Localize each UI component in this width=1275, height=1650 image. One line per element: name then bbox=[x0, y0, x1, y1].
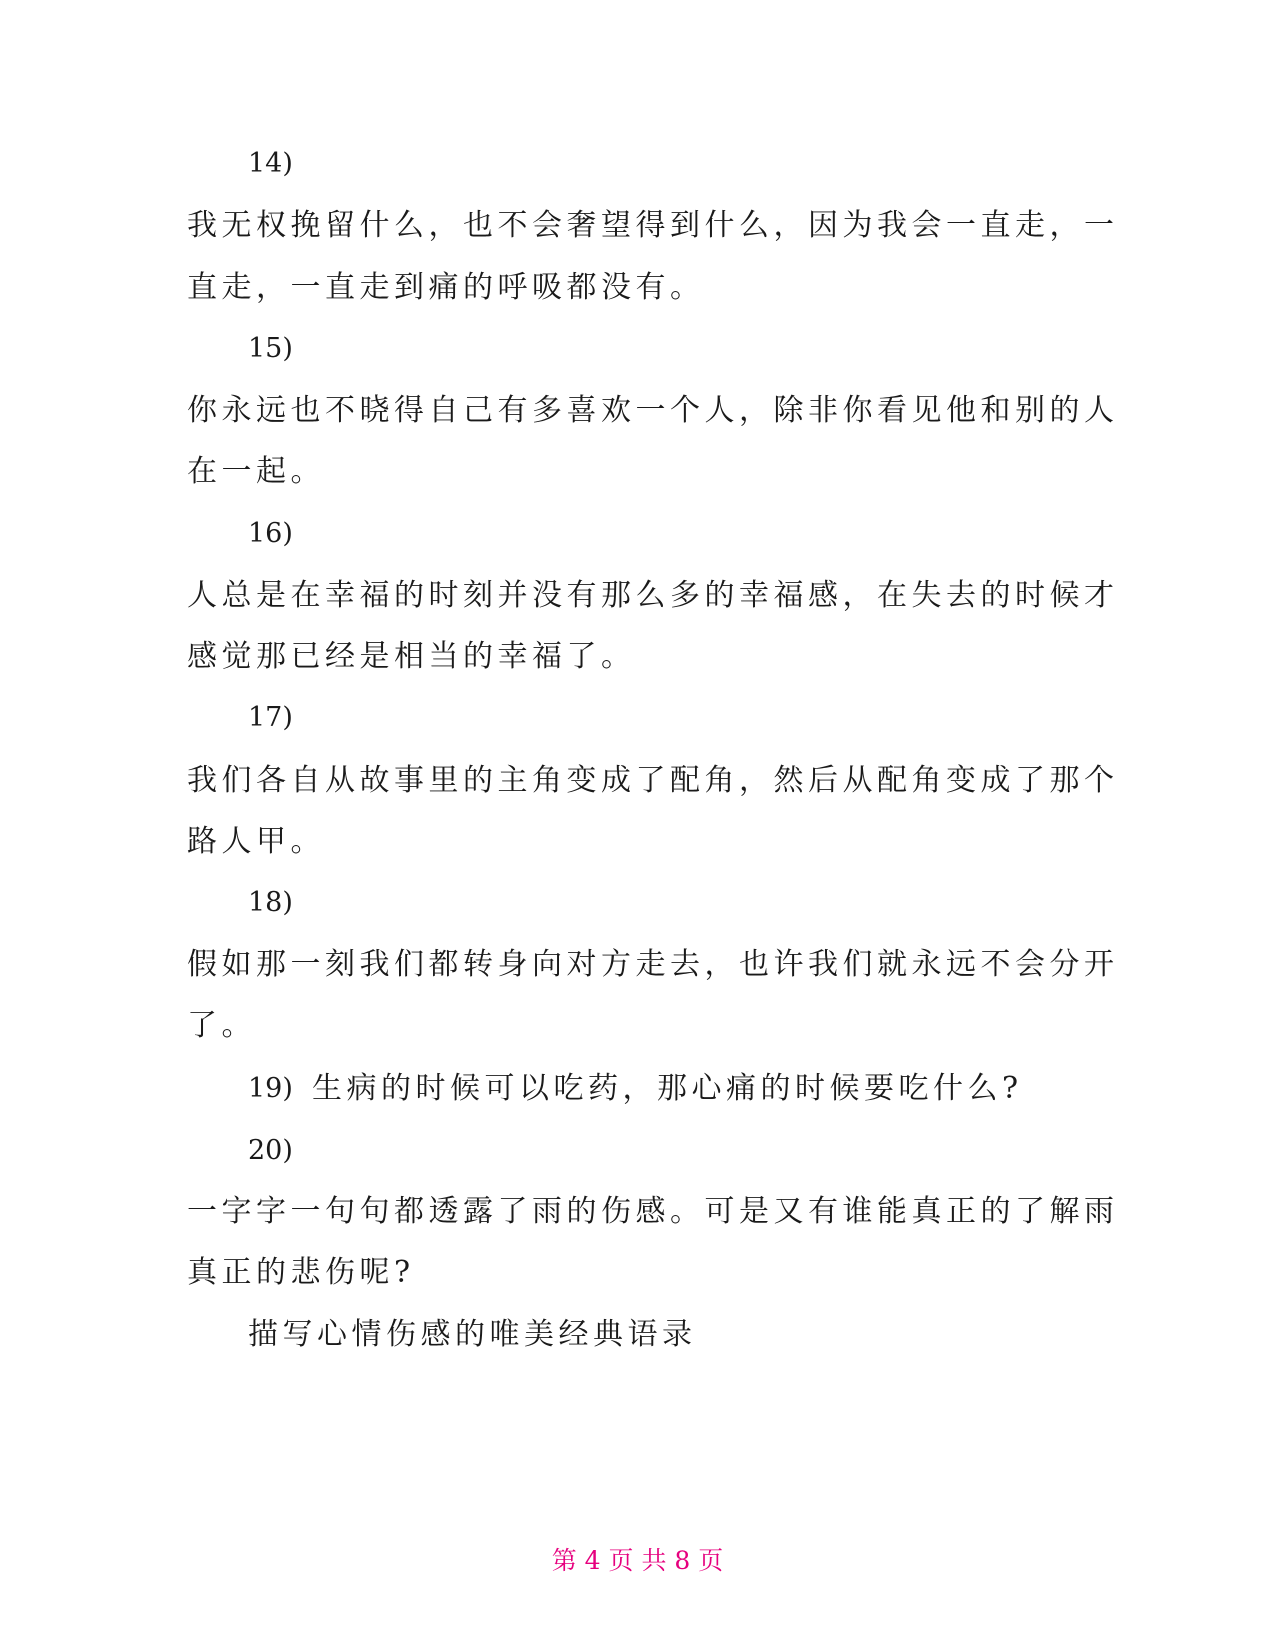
entry-number-20: 20) bbox=[248, 1135, 293, 1166]
entry-20-line-1: 一字字一句句都透露了雨的伤感。可是又有谁能真正的了解雨 bbox=[187, 1194, 1119, 1229]
entry-number-16: 16) bbox=[248, 518, 293, 549]
page-footer: 第 4 页 共 8 页 bbox=[551, 1546, 724, 1575]
entry-number-17: 17) bbox=[248, 702, 293, 733]
entry-15-line-1: 你永远也不晓得自己有多喜欢一个人，除非你看见他和别的人 bbox=[187, 393, 1119, 428]
entry-14-line-1: 我无权挽留什么，也不会奢望得到什么，因为我会一直走，一 bbox=[187, 208, 1119, 243]
entry-16-line-2: 感觉那已经是相当的幸福了。 bbox=[187, 639, 636, 674]
entry-16-line-1: 人总是在幸福的时刻并没有那么多的幸福感，在失去的时候才 bbox=[187, 578, 1119, 613]
entry-19-text: 生病的时候可以吃药，那心痛的时候要吃什么? bbox=[312, 1071, 1023, 1106]
entry-number-18: 18) bbox=[248, 887, 293, 918]
entry-17-line-1: 我们各自从故事里的主角变成了配角，然后从配角变成了那个 bbox=[187, 763, 1119, 798]
entry-14-line-2: 直走，一直走到痛的呼吸都没有。 bbox=[187, 270, 705, 305]
entry-number-14: 14) bbox=[248, 148, 293, 179]
entry-20-line-2: 真正的悲伤呢? bbox=[187, 1255, 415, 1290]
entry-number-19: 19) bbox=[248, 1073, 293, 1104]
entry-18-line-2: 了。 bbox=[187, 1008, 256, 1043]
entry-number-15: 15) bbox=[248, 333, 293, 364]
entry-17-line-2: 路人甲。 bbox=[187, 824, 325, 859]
entry-18-line-1: 假如那一刻我们都转身向对方走去，也许我们就永远不会分开 bbox=[187, 947, 1119, 982]
section-heading: 描写心情伤感的唯美经典语录 bbox=[248, 1317, 697, 1352]
entry-15-line-2: 在一起。 bbox=[187, 454, 325, 489]
